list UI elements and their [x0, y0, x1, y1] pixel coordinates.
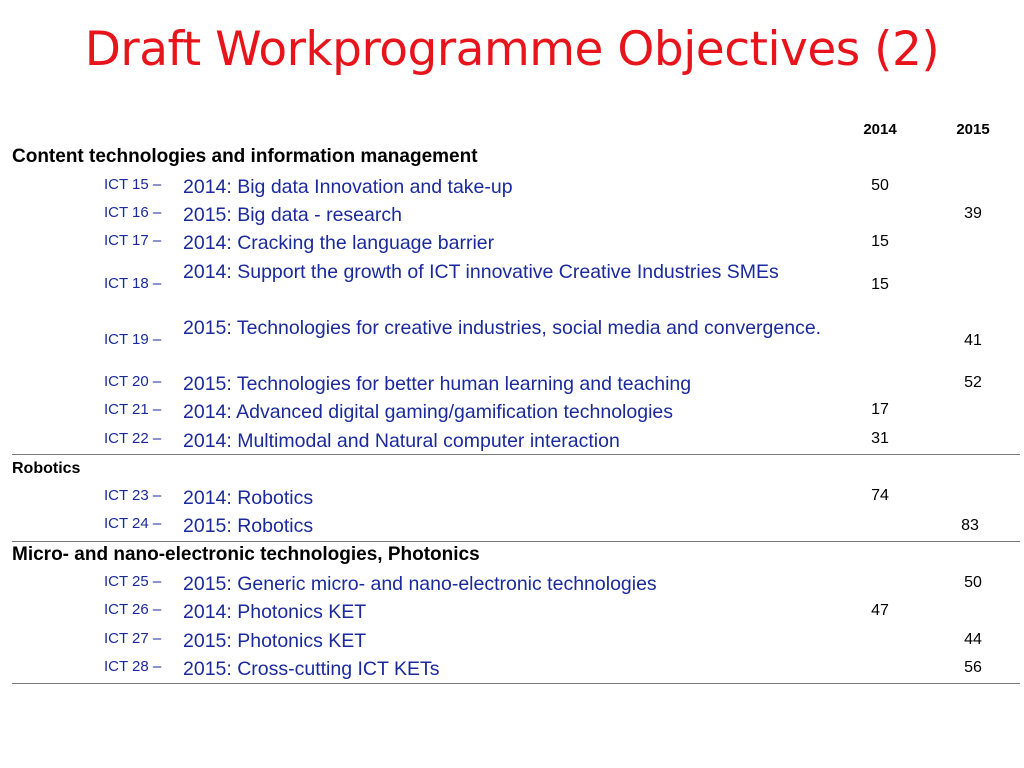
row-value-2014: 50: [871, 177, 889, 194]
row-value-2014: 17: [871, 401, 889, 418]
row-value-2014: 31: [871, 430, 889, 447]
row-value-2014: 74: [871, 487, 889, 504]
row-code: ICT 25 –: [104, 573, 162, 590]
row-description: 2015: Robotics: [183, 515, 314, 537]
row-description: 2014: Photonics KET: [183, 601, 367, 623]
row-code: ICT 23 –: [104, 487, 162, 504]
row-description: 2015: Technologies for better human learning and teaching: [183, 373, 692, 395]
section-divider: [12, 454, 1020, 455]
row-description: 2014: Advanced digital gaming/gamification technologies: [183, 401, 673, 423]
row-description: 2014: Support the growth of ICT innovative Creative Industries SMEs: [183, 261, 779, 283]
table-bottom-rule: [12, 683, 1020, 684]
row-description: 2014: Multimodal and Natural computer interaction: [183, 430, 620, 452]
row-code: ICT 24 –: [104, 515, 162, 532]
section-divider: [12, 541, 1020, 542]
row-code: ICT 27 –: [104, 630, 162, 647]
column-header-2015: 2015: [956, 121, 990, 138]
row-value-2015: 44: [964, 631, 982, 648]
section-heading-micro-nano-photonics: Micro- and nano-electronic technologies, Photonics: [12, 544, 480, 565]
row-value-2015: 52: [964, 374, 982, 391]
row-value-2015: 56: [964, 659, 982, 676]
row-code: ICT 28 –: [104, 658, 162, 675]
row-description: 2015: Generic micro- and nano-electronic technologies: [183, 573, 657, 595]
row-code: ICT 18 –: [104, 275, 162, 292]
row-description: 2015: Big data - research: [183, 204, 402, 226]
row-description: 2015: Cross-cutting ICT KETs: [183, 658, 440, 680]
row-description: 2015: Technologies for creative industries, social media and convergence.: [183, 317, 822, 339]
row-code: ICT 22 –: [104, 430, 162, 447]
row-value-2015: 83: [961, 517, 979, 534]
row-value-2015: 50: [964, 574, 982, 591]
row-code: ICT 15 –: [104, 176, 162, 193]
row-value-2015: 39: [964, 205, 982, 222]
row-description: 2014: Cracking the language barrier: [183, 232, 495, 254]
row-value-2014: 15: [871, 233, 889, 250]
row-code: ICT 20 –: [104, 373, 162, 390]
section-heading-content-technologies: Content technologies and information management: [12, 146, 478, 167]
row-code: ICT 21 –: [104, 401, 162, 418]
section-heading-robotics: Robotics: [12, 460, 81, 477]
row-value-2014: 15: [871, 276, 889, 293]
row-description: 2014: Robotics: [183, 487, 314, 509]
row-code: ICT 26 –: [104, 601, 162, 618]
row-code: ICT 16 –: [104, 204, 162, 221]
row-description: 2015: Photonics KET: [183, 630, 367, 652]
row-code: ICT 17 –: [104, 232, 162, 249]
row-code: ICT 19 –: [104, 331, 162, 348]
row-value-2014: 47: [871, 602, 889, 619]
slide-title: Draft Workprogramme Objectives (2): [84, 22, 940, 77]
row-value-2015: 41: [964, 332, 982, 349]
row-description: 2014: Big data Innovation and take-up: [183, 176, 513, 198]
column-header-2014: 2014: [863, 121, 897, 138]
